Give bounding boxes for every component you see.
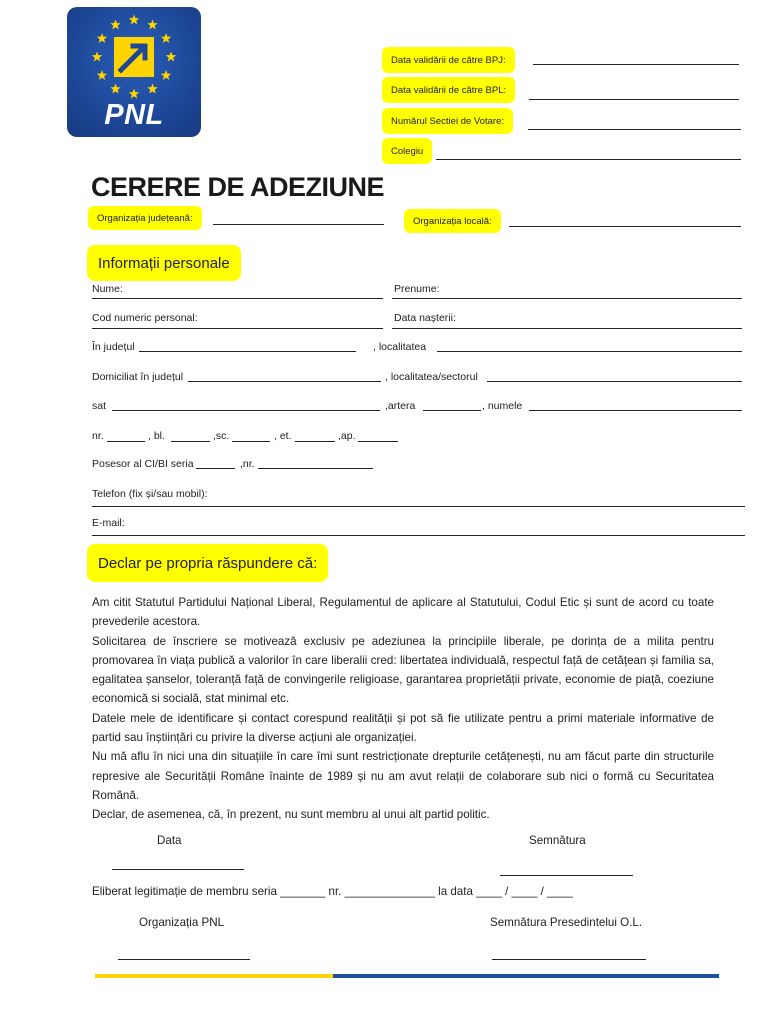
nume-label: Nume: [92,283,123,295]
declaration-paragraph: Am citit Statutul Partidului Național Liberal, Regulamentul de aplicare al Statutului, Codul Etic și sunt de acord cu toate prevederile acestora. [92,596,714,629]
org-judeteana-label: Organizația județeană: [88,206,202,230]
ci-seria-field[interactable] [196,468,235,469]
posesor-label: Posesor al CI/BI seria [92,458,194,470]
declaration-text [92,593,714,825]
pnl-logo [67,7,201,137]
bpj-validation-field[interactable] [533,64,739,65]
star-icon [97,33,107,43]
data-field[interactable] [112,869,244,870]
sectie-votare-label: Numărul Sectiei de Votare: [382,108,513,134]
bpj-validation-label: Data validării de către BPJ: [382,47,515,73]
sectie-votare-field[interactable] [528,129,741,130]
data-nasterii-field[interactable] [392,328,742,329]
domiciliat-label: Domiciliat în județul [92,371,184,383]
declaration-paragraph: Nu mă aflu în nici una din situațiile în care îmi sunt restricționate drepturile cetățenești, nu am făcut parte din structurile represive ale Securității Române înainte de 1989 și nu am avut relații de colaborare sub nici o formă cu Securitatea Română. [92,750,714,802]
eliberat-legitimatie[interactable]: Eliberat legitimație de membru seria _______ nr. ______________ la data ____ / ____ / ____ [92,885,573,898]
bl-label: , bl. [148,430,165,442]
sat-label: sat [92,400,107,412]
declaration-paragraph: Datele mele de identificare și contact corespund realității și pot să fie utilizate pentru a primi materiale informative de partid sau înștiințări cu privire la diverse acțiuni ale organizației. [92,711,714,745]
org-judeteana-field[interactable] [213,224,384,225]
data-label: Data [157,834,182,847]
nr-label: nr. [92,430,104,442]
star-icon [110,19,120,29]
ap-label: ,ap. [338,430,356,442]
organizatia-pnl-field[interactable] [118,959,250,960]
in-judetul-field[interactable] [139,351,356,352]
cnp-field[interactable] [92,328,383,329]
email-field[interactable] [92,535,745,536]
declaration-paragraph: Declar, de asemenea, că, în prezent, nu sunt membru al unui alt partid politic. [92,808,490,822]
localitatea-label: , localitatea [373,341,427,353]
colegiu-label: Colegiu [382,138,432,164]
section-declaration: Declar pe propria răspundere că: [87,544,328,582]
declaration-paragraph: Solicitarea de înscriere se motivează exclusiv pe adeziunea la principiile liberale, pe dorința de a milita pentru promovarea în viața publică a valorilor în care liberalii cred: libertatea individuală, respectul față de cetățean și familia sa, egalitatea șanselor, toleranță față de convingerile religioase, garantarea proprietății private, economie de piață, coeziune economică si socială, stat minimal etc. [92,634,714,706]
section-personal-info: Informații personale [87,245,241,281]
organizatia-pnl-label: Organizația PNL [139,916,225,929]
star-icon [92,52,102,62]
artera-field[interactable] [423,410,481,411]
localitatea-sectorul-label: , localitatea/sectorul [385,371,478,383]
nume-field[interactable] [92,298,383,299]
ap-field[interactable] [358,441,398,442]
localitatea-field[interactable] [437,351,742,352]
prenume-field[interactable] [392,298,742,299]
cnp-label: Cod numeric personal: [92,312,198,324]
telefon-field[interactable] [92,506,745,507]
logo-text: PNL [104,99,164,131]
star-icon [129,15,139,25]
star-icon [147,19,157,29]
prenume-label: Prenume: [394,283,440,295]
semnatura-presedinte-field[interactable] [492,959,646,960]
star-icon [129,89,139,99]
artera-label: ,artera [385,400,416,412]
semnatura-field[interactable] [500,875,633,876]
numele-field[interactable] [529,410,742,411]
domiciliat-field[interactable] [188,381,381,382]
footer-bar-blue [333,974,719,978]
semnatura-presedinte-label: Semnătura Presedintelui O.L. [490,916,643,929]
email-label: E-mail: [92,517,125,529]
footer-bar-yellow [95,974,333,978]
et-label: , et. [274,430,292,442]
star-icon [166,52,176,62]
org-locala-field[interactable] [509,226,741,227]
star-icon [161,33,171,43]
star-icon [110,84,120,94]
localitatea-sectorul-field[interactable] [487,381,742,382]
page-title: CERERE DE ADEZIUNE [91,172,385,202]
star-icon [147,84,157,94]
telefon-label: Telefon (fix și/sau mobil): [92,488,208,500]
nr-field[interactable] [107,441,145,442]
star-icon [97,70,107,80]
bl-field[interactable] [171,441,210,442]
in-judetul-label: În județul [92,341,135,353]
bpl-validation-label: Data validării de către BPL: [382,77,515,103]
et-field[interactable] [295,441,335,442]
sc-field[interactable] [232,441,270,442]
sc-label: ,sc. [213,430,230,442]
posesor-nr-label: ,nr. [240,458,255,470]
data-nasterii-label: Data nașterii: [394,312,456,324]
colegiu-field[interactable] [436,159,741,160]
numele-label: , numele [482,400,523,412]
org-locala-label: Organizația locală: [404,209,501,233]
semnatura-label: Semnătura [529,834,586,847]
bpl-validation-field[interactable] [529,99,739,100]
ci-nr-field[interactable] [258,468,373,469]
star-icon [161,70,171,80]
sat-field[interactable] [112,410,380,411]
